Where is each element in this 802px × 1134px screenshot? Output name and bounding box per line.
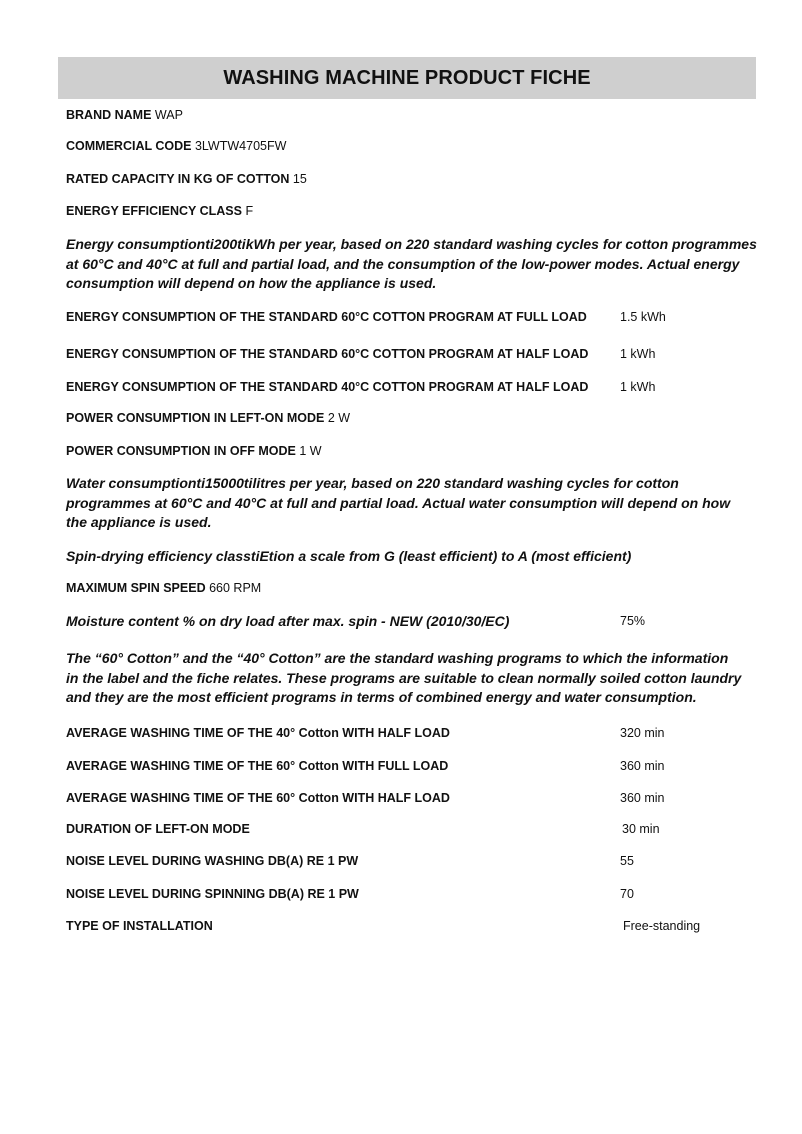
max-spin-line <box>66 581 261 595</box>
power-off-value: 1 W <box>299 444 322 458</box>
row-value: 320 min <box>620 726 665 740</box>
row-value: 55 <box>620 854 634 868</box>
row-label: ENERGY CONSUMPTION OF THE STANDARD 60°C COTTON PROGRAM AT HALF LOAD <box>66 347 589 361</box>
commercial-code-label: COMMERCIAL CODE <box>66 139 192 153</box>
cotton-paragraph <box>66 649 766 708</box>
power-left-on-label: POWER CONSUMPTION IN LEFT-ON MODE <box>66 411 325 425</box>
title-bar <box>58 57 756 99</box>
spin-class-text: Spin-drying efficiency classtiEtion a scale from G (least efficient) to A (most efficient) <box>66 548 632 564</box>
energy-paragraph <box>66 235 766 294</box>
moisture-row <box>66 613 756 629</box>
brand-line <box>66 108 183 122</box>
row-label: DURATION OF LEFT-ON MODE <box>66 822 250 836</box>
commercial-code-value: 3LWTW4705FW <box>194 139 287 153</box>
row-value: 70 <box>620 887 634 901</box>
row-value: 1.5 kWh <box>620 310 666 324</box>
max-spin-label: MAXIMUM SPIN SPEED <box>66 581 206 595</box>
row-label: TYPE OF INSTALLATION <box>66 919 213 933</box>
energy-paragraph-line: at 60°C and 40°C at full and partial load, and the consumption of the low-power modes. Actual energy <box>66 255 740 272</box>
rated-capacity-value: 15 <box>292 172 307 186</box>
row-label: AVERAGE WASHING TIME OF THE 60° Cotton WITH FULL LOAD <box>66 759 449 773</box>
power-off-label: POWER CONSUMPTION IN OFF MODE <box>66 444 296 458</box>
row-label: ENERGY CONSUMPTION OF THE STANDARD 60°C COTTON PROGRAM AT FULL LOAD <box>66 310 587 324</box>
row-label: AVERAGE WASHING TIME OF THE 60° Cotton WITH HALF LOAD <box>66 791 450 805</box>
brand-label: BRAND NAME <box>66 108 152 122</box>
row-value: 360 min <box>620 759 665 773</box>
rated-capacity-line <box>66 172 307 186</box>
row-value: 360 min <box>620 791 665 805</box>
power-left-on-value: 2 W <box>327 411 351 425</box>
water-paragraph-line: the appliance is used. <box>66 514 212 530</box>
row-label: NOISE LEVEL DURING WASHING DB(A) RE 1 PW <box>66 854 359 868</box>
water-paragraph-line: Water consumptionti15000tilitres per year, based on 220 standard washing cycles for cotton <box>66 475 679 491</box>
water-paragraph-line: programmes at 60°C and 40°C at full and partial load. Actual water consumption will depend on how <box>66 494 731 511</box>
cotton-paragraph-line: The “60° Cotton” and the “40° Cotton” are the standard washing programs to which the information <box>66 650 729 666</box>
row-label: ENERGY CONSUMPTION OF THE STANDARD 40°C COTTON PROGRAM AT HALF LOAD <box>66 380 589 394</box>
row-label: NOISE LEVEL DURING SPINNING DB(A) RE 1 PW <box>66 887 359 901</box>
row-value: 1 kWh <box>620 380 656 394</box>
energy-class-line <box>66 204 253 218</box>
energy-class-value: F <box>245 204 254 218</box>
cotton-paragraph-line: and they are the most efficient programs in terms of combined energy and water consumption. <box>66 689 697 705</box>
moisture-value: 75% <box>620 614 646 628</box>
commercial-code-line <box>66 139 286 153</box>
row-value: Free-standing <box>623 919 701 933</box>
row-value: 1 kWh <box>620 347 656 361</box>
brand-value: WAP <box>154 108 183 122</box>
rated-capacity-label: RATED CAPACITY IN KG OF COTTON <box>66 172 290 186</box>
water-paragraph <box>66 474 766 533</box>
power-off-line <box>66 444 322 458</box>
power-left-on-line <box>66 411 350 425</box>
energy-class-label: ENERGY EFFICIENCY CLASS <box>66 204 242 218</box>
row-label: AVERAGE WASHING TIME OF THE 40° Cotton WITH HALF LOAD <box>66 726 450 740</box>
page-title: WASHING MACHINE PRODUCT FICHE <box>223 66 591 89</box>
max-spin-value: 660 RPM <box>209 581 262 595</box>
row-value: 30 min <box>622 822 660 836</box>
spin-class-paragraph <box>66 547 766 567</box>
energy-paragraph-line: Energy consumptionti200tikWh per year, based on 220 standard washing cycles for cotton programmes <box>66 236 757 252</box>
cotton-paragraph-line: in the label and the fiche relates. These programs are suitable to clean normally soiled cotton laundry <box>66 669 742 686</box>
energy-paragraph-line: consumption will depend on how the appliance is used. <box>66 275 437 291</box>
moisture-label: Moisture content % on dry load after max. spin - NEW (2010/30/EC) <box>66 613 510 629</box>
